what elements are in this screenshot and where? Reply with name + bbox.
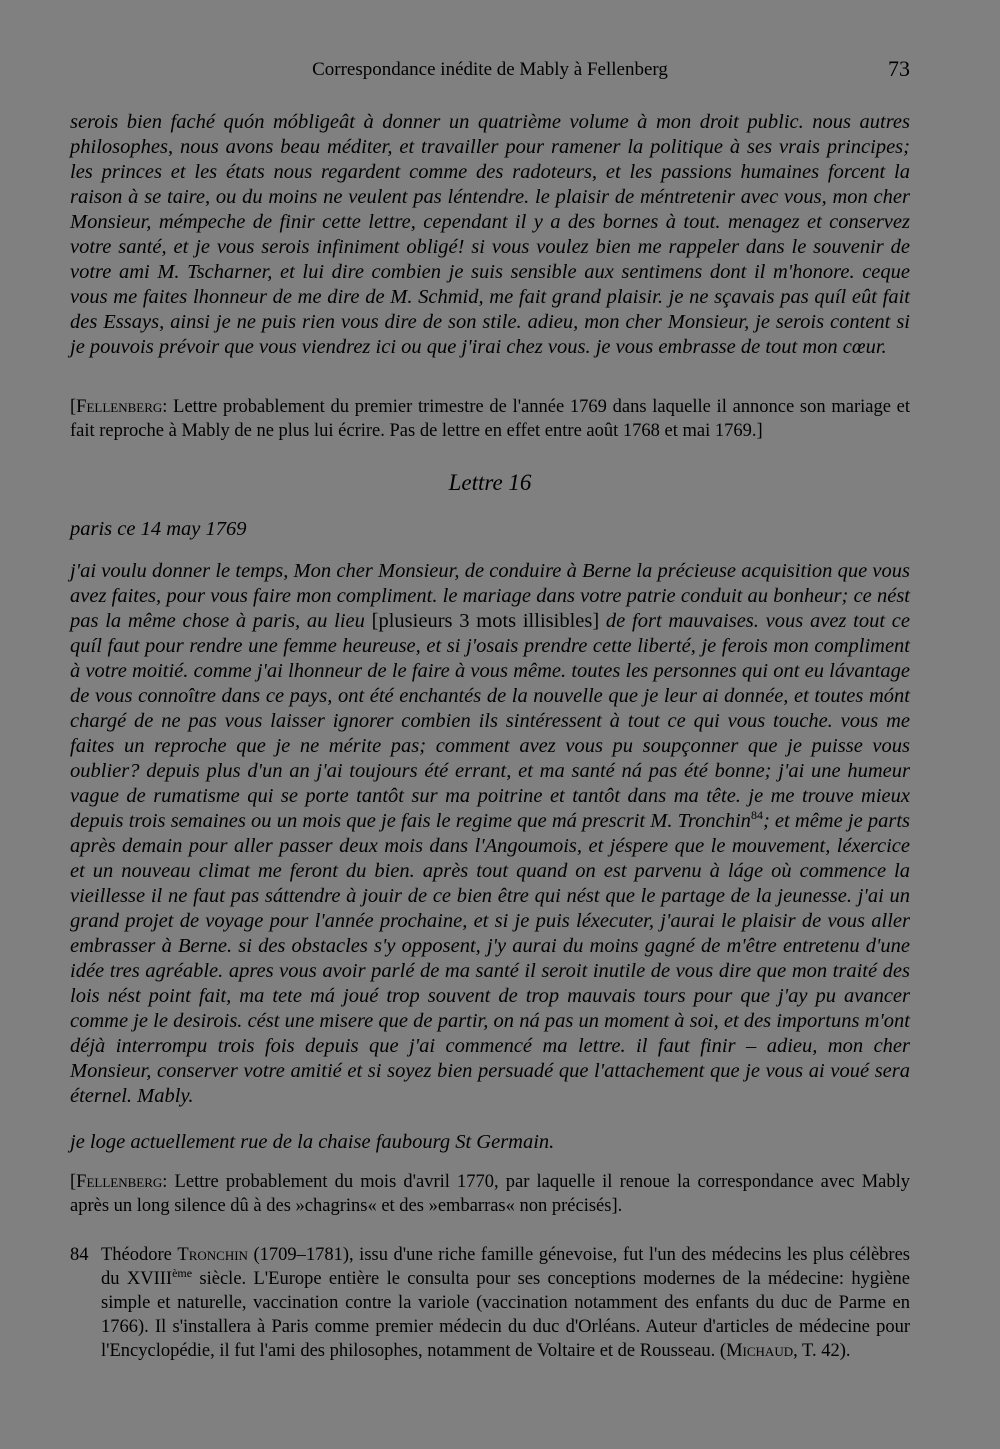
page-number: 73 [888,56,910,81]
editor-name: Fellenberg [76,1172,163,1192]
letter-body: j'ai voulu donner le temps, Mon cher Monsieur, de conduire à Berne la précieuse acquisition que vous avez faites, pour vous faire mon compliment. le mariage dans votre patrie conduit au bonheur; ce nést pas la même chose à paris, au lieu [plusieurs 3 mots illisibles] de fort mauvaises. vous avez tout ce quíl faut pour rendre une femme heureuse, et si j'osais prendre cette liberté, je ferois mon compliment à votre moitié. comme j'ai lhonneur de le faire à vous même. toutes les personnes qui ont eu lávantage de vous connoître dans ce pays, ont été enchantés de la nouvelle que je leur ai donnée, et toutes mónt chargé de ne pas vous laisser ignorer combien ils sintéressent à tout ce qui vous touche. vous me faites un reproche que je ne mérite pas; comment avez vous pu soupçonner que je puisse vous oublier? depuis plus d'un an j'ai toujours été errant, et ma santé ná pas été bonne; j'ai une humeur vague de rumatisme qui se porte tantôt sur ma poitrine et tantôt dans ma tête. je me trouve mieux depuis trois semaines ou un mois que je fais le regime que má prescrit M. Tronchin$^{84}$; et même je parts après demain pour aller passer deux mois dans l'Angoumois, et jéspere que le mouvement, léxercice et un nouveau climat me feront du bien. après tout quand on est parvenu à láge où commence la vieillesse il ne faut pas sáttendre à jouir de ce bien être qui nést que le partage de la jeunesse. j'ai un grand projet de voyage pour l'année prochaine, et si je puis léxecuter, j'aurai le plaisir de vous aller embrasser à Berne. si des obstacles s'y opposent, j'y aurai du moins gagné de m'être entretenu d'une idée tres agréable. apres vous avoir parlé de ma santé il seroit inutile de vous dire que mon traité des lois nést point fait, ma tete má joué trop souvent de trop mauvais tours pour que j'ay pu avancer comme je le desirois. cést une misere que de partir, on ná pas un moment à soi, et des importuns m'ont déjà interrompu trois fois depuis que j'ai commencé ma lettre. il faut finir – adieu, mon cher Monsieur, conserver votre amitié et si soyez bien persuadé que l'attachement que je vous ai voué sera éternel. Mably. [70,560,910,1107]
running-title: Correspondance inédite de Mably à Fellenberg [312,59,668,80]
running-header [70,56,910,84]
editor-note-2: [Fellenberg: Lettre probablement du mois d'avril 1770, par laquelle il renoue la correspondance avec Mably après un long silence dû à des »chagrins« et des »embarras« non précisés]. [70,1172,910,1216]
postscript: je loge actuellement rue de la chaise faubourg St Germain. [70,1131,555,1153]
illegible-note: [plusieurs 3 mots illisibles] [371,610,600,632]
footnote-number: 84 [70,1245,89,1265]
letter-date: paris ce 14 may 1769 [70,518,247,540]
editor-note-1: [Fellenberg: Lettre probablement du premier trimestre de l'année 1769 dans laquelle il annonce son mariage et fait reproche à Mably de ne plus lui écrire. Pas de lettre en effet entre août 1768 et mai 1769.] [70,397,910,441]
letter-continuation-paragraph: serois bien faché quón móbligeât à donner un quatrième volume à mon droit public. nous autres philosophes, nous avons beau méditer, et travailler pour ramener la politique à ses vrais principes; les princes et les états nous regardent comme des radoteurs, et les passions humaines forcent la raison à se taire, ou du moins ne veulent pas léntendre. le plaisir de méntretenir avec vous, mon cher Monsieur, mémpeche de finir cette lettre, cependant il y a des bornes à tout. menagez et conservez votre santé, et je vous serois infiniment obligé! si vous voulez bien me rappeler dans le souvenir de votre ami M. Tscharner, et lui dire combien je suis sensible aux sentimens dont il m'honore. ceque vous me faites lhonneur de me dire de M. Schmid, me fait grand plaisir. je ne sçavais pas quíl eût fait des Essays, ainsi je ne puis rien vous dire de son stile. adieu, mon cher Monsieur, je serois content si je pouvois prévoir que vous viendrez ici ou que j'irai chez vous. je vous embrasse de tout mon cœur. [70,111,910,358]
footnote-text: Théodore Tronchin (1709–1781), issu d'une riche famille génevoise, fut l'un des médecins les plus célèbres du XVIIIème siècle. L'Europe entière le consulta pour ses conceptions modernes de la médecine: hygiène simple et naturelle, vaccination contre la variole (vaccination notamment des enfants du duc de Parme en 1766). Il s'installera à Paris comme premier médecin du duc d'Orléans. Auteur d'articles de médecine pour l'Encyclopédie, il fut l'ami des philosophes, notamment de Voltaire et de Rousseau. (Michaud, T. 42). [101,1245,910,1361]
footnote-reference: 84 [750,808,763,823]
footnote-84 [70,1243,910,1363]
letter-heading: Lettre 16 [448,470,532,495]
editor-name: Fellenberg [76,397,163,417]
